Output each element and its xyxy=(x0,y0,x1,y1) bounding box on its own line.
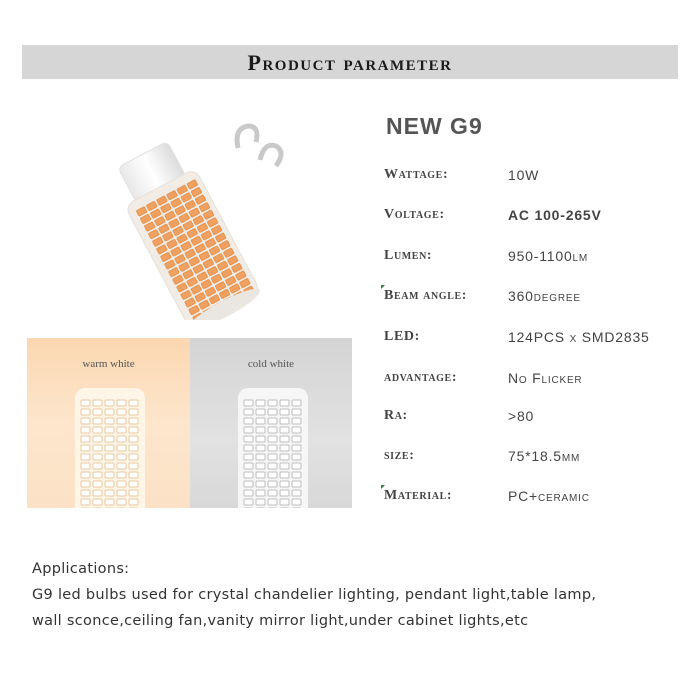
led-chip xyxy=(244,472,253,478)
led-chip xyxy=(280,409,289,415)
spec-row-ra xyxy=(384,408,684,428)
led-chip xyxy=(292,409,301,415)
led-chip xyxy=(93,463,102,469)
led-chip xyxy=(81,481,90,487)
spec-label: Lumen: xyxy=(384,248,433,263)
spec-row-advantage xyxy=(384,370,684,390)
led-chip xyxy=(256,427,265,433)
led-chip xyxy=(81,454,90,460)
spec-row-led xyxy=(384,329,684,349)
led-chip xyxy=(93,472,102,478)
cold-white-label: cold white xyxy=(247,358,295,370)
led-chip xyxy=(268,409,277,415)
led-chip xyxy=(105,436,114,442)
led-chip xyxy=(256,454,265,460)
led-chip xyxy=(244,436,253,442)
led-chip xyxy=(93,499,102,505)
led-chip xyxy=(129,481,138,487)
spec-value: PC+ceramic xyxy=(508,488,590,504)
title-banner xyxy=(22,45,678,79)
led-chip xyxy=(117,499,126,505)
led-chip xyxy=(268,418,277,424)
product-bulb-image xyxy=(60,110,320,320)
led-chip xyxy=(292,499,301,505)
led-chip xyxy=(244,481,253,487)
spec-label: Beam angle: xyxy=(384,288,467,303)
spec-value: >80 xyxy=(508,408,535,424)
led-chip xyxy=(105,499,114,505)
led-chip xyxy=(256,445,265,451)
warm-white-label: warm white xyxy=(82,358,135,370)
led-chip xyxy=(129,400,138,406)
led-chip xyxy=(256,499,265,505)
spec-row-material xyxy=(384,488,684,508)
led-chip xyxy=(244,409,253,415)
led-chip xyxy=(292,427,301,433)
led-chip xyxy=(256,463,265,469)
led-chip xyxy=(129,418,138,424)
led-chip xyxy=(129,409,138,415)
led-chip xyxy=(105,463,114,469)
led-chip xyxy=(81,472,90,478)
led-chip xyxy=(93,400,102,406)
led-chip xyxy=(280,481,289,487)
led-chip xyxy=(81,490,90,496)
led-chip xyxy=(105,427,114,433)
led-chip xyxy=(105,472,114,478)
led-chip xyxy=(268,454,277,460)
spec-row-lumen xyxy=(384,248,684,268)
led-chip xyxy=(280,445,289,451)
led-chip xyxy=(117,427,126,433)
led-chip xyxy=(81,445,90,451)
spec-value: 75*18.5mm xyxy=(508,448,581,464)
spec-label: size: xyxy=(384,448,415,463)
led-chip xyxy=(117,481,126,487)
led-chip xyxy=(93,481,102,487)
led-chip xyxy=(268,436,277,442)
led-chip xyxy=(280,400,289,406)
led-chip xyxy=(256,472,265,478)
applications-heading: Applications: xyxy=(32,561,130,577)
led-chip xyxy=(81,400,90,406)
led-chip xyxy=(117,409,126,415)
warm-white-panel xyxy=(27,338,190,508)
led-chip xyxy=(129,463,138,469)
spec-label: Voltage: xyxy=(384,207,445,222)
led-chip xyxy=(244,499,253,505)
led-chip xyxy=(280,472,289,478)
led-chip xyxy=(292,418,301,424)
led-chip xyxy=(117,454,126,460)
led-chip xyxy=(268,427,277,433)
led-chip xyxy=(268,463,277,469)
led-chip xyxy=(93,490,102,496)
led-chip xyxy=(268,499,277,505)
led-chip xyxy=(280,499,289,505)
led-chip xyxy=(292,400,301,406)
led-chip xyxy=(129,454,138,460)
spec-value: 360degree xyxy=(508,288,581,304)
led-chip xyxy=(256,436,265,442)
led-chip xyxy=(117,463,126,469)
led-chip xyxy=(268,445,277,451)
led-chip xyxy=(268,472,277,478)
led-chip xyxy=(256,400,265,406)
spec-label: advantage: xyxy=(384,370,458,385)
led-chip xyxy=(81,427,90,433)
led-chip xyxy=(292,490,301,496)
led-chip xyxy=(244,400,253,406)
led-chip xyxy=(93,445,102,451)
led-chip xyxy=(244,454,253,460)
led-chip xyxy=(81,418,90,424)
spec-value: No Flicker xyxy=(508,370,583,386)
led-chip xyxy=(129,436,138,442)
led-chip xyxy=(117,490,126,496)
led-chip xyxy=(256,418,265,424)
led-chip xyxy=(81,436,90,442)
led-chip xyxy=(256,481,265,487)
led-chip xyxy=(292,463,301,469)
led-chip xyxy=(292,454,301,460)
led-chip xyxy=(292,445,301,451)
applications-line-1: G9 led bulbs used for crystal chandelier lighting, pendant light,table lamp, xyxy=(32,587,597,603)
led-chip xyxy=(292,436,301,442)
led-chip xyxy=(105,490,114,496)
spec-label: LED: xyxy=(384,329,420,344)
led-chip xyxy=(244,463,253,469)
led-chip xyxy=(117,436,126,442)
spec-value: AC 100-265V xyxy=(508,207,602,223)
model-title: NEW G9 xyxy=(386,113,483,139)
spec-row-wattage xyxy=(384,167,684,187)
led-chip xyxy=(117,445,126,451)
spec-value: 10W xyxy=(508,167,540,183)
led-chip xyxy=(105,481,114,487)
led-chip xyxy=(268,400,277,406)
led-chip xyxy=(280,490,289,496)
banner-title: Product parameter xyxy=(247,50,453,75)
led-chip xyxy=(117,472,126,478)
led-chip xyxy=(292,481,301,487)
led-chip xyxy=(268,490,277,496)
led-chip xyxy=(117,400,126,406)
led-chip xyxy=(105,400,114,406)
led-chip xyxy=(105,409,114,415)
led-chip xyxy=(280,436,289,442)
led-chip xyxy=(280,454,289,460)
led-chip xyxy=(256,490,265,496)
spec-row-voltage xyxy=(384,207,684,227)
led-chip xyxy=(129,490,138,496)
led-chip xyxy=(244,490,253,496)
led-chip xyxy=(93,436,102,442)
applications-line-2: wall sconce,ceiling fan,vanity mirror light,under cabinet lights,etc xyxy=(32,613,529,629)
led-chip xyxy=(129,427,138,433)
led-chip xyxy=(105,454,114,460)
spec-value: 124PCS x SMD2835 xyxy=(508,329,650,345)
led-chip xyxy=(292,472,301,478)
spec-row-beam-angle xyxy=(384,288,684,308)
spec-label: Wattage: xyxy=(384,167,449,182)
led-chip xyxy=(117,418,126,424)
led-chip xyxy=(81,499,90,505)
led-chip xyxy=(81,409,90,415)
led-chip xyxy=(244,427,253,433)
spec-value: 950-1100lm xyxy=(508,248,589,264)
led-chip xyxy=(93,418,102,424)
led-chip xyxy=(280,463,289,469)
led-chip xyxy=(256,409,265,415)
led-chip xyxy=(268,481,277,487)
spec-label: Material: xyxy=(384,488,453,503)
led-chip xyxy=(280,418,289,424)
led-chip xyxy=(93,409,102,415)
spec-label: Ra: xyxy=(384,408,408,423)
led-chip xyxy=(105,445,114,451)
cold-white-panel xyxy=(190,338,352,508)
led-chip xyxy=(129,472,138,478)
led-chip xyxy=(129,445,138,451)
led-chip xyxy=(280,427,289,433)
led-chip xyxy=(244,445,253,451)
led-chip xyxy=(81,463,90,469)
led-chip xyxy=(93,454,102,460)
led-chip xyxy=(129,499,138,505)
led-chip xyxy=(93,427,102,433)
spec-row-size xyxy=(384,448,684,468)
led-chip xyxy=(105,418,114,424)
led-chip xyxy=(244,418,253,424)
